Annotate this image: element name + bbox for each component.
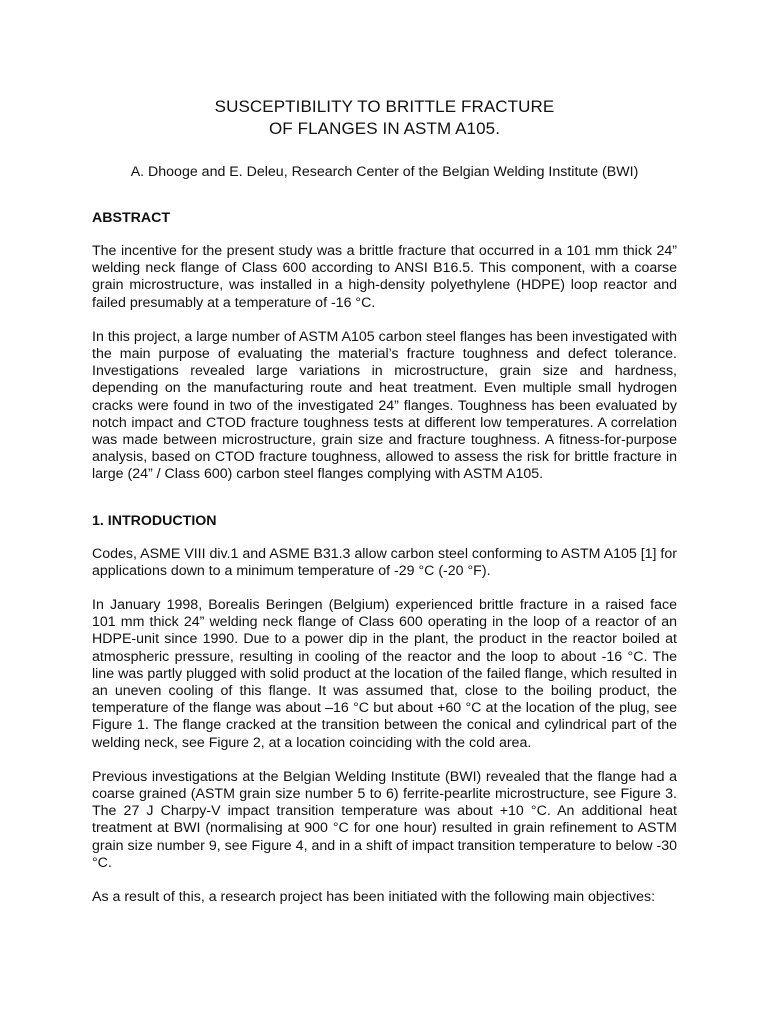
author-line: A. Dhooge and E. Deleu, Research Center of the Belgian Welding Institute (BWI) [130, 164, 639, 180]
introduction-heading: 1. INTRODUCTION [92, 512, 217, 529]
introduction-paragraph: Previous investigations at the Belgian Welding Institute (BWI) revealed that the flange had a coarse grained (ASTM grain size number 5 to 6) ferrite-pearlite microstructure, see Figure 3. The 27 J Charpy-V impact transition temperature was about +10 °C. An additional heat treatment at BWI (normalising at 900 °C for one hour) resulted in grain refinement to ASTM grain size number 9, see Figure 4, and in a shift of impact transition temperature to below -30 °C. [92, 768, 677, 871]
paper-title [92, 96, 677, 140]
abstract-heading: ABSTRACT [92, 210, 171, 226]
abstract-paragraph: In this project, a large number of ASTM A105 carbon steel flanges has been investigated with the main purpose of evaluating the material’s fracture toughness and defect tolerance. Investigations revealed large variations in microstructure, grain size and hardness, depending on the manufacturing route and heat treatment. Even multiple small hydrogen cracks were found in two of the investigated 24” flanges. Toughness has been evaluated by notch impact and CTOD fracture toughness tests at different low temperatures. A correlation was made between microstructure, grain size and fracture toughness. A fitness-for-purpose analysis, based on CTOD fracture toughness, allowed to assess the risk for brittle fracture in large (24” / Class 600) carbon steel flanges complying with ASTM A105. [92, 328, 677, 483]
title-line-2: OF FLANGES IN ASTM A105. [268, 119, 501, 138]
introduction-paragraph: As a result of this, a research project has been initiated with the following main objectives: [92, 889, 656, 906]
abstract-paragraph: The incentive for the present study was a brittle fracture that occurred in a 101 mm thick 24” welding neck flange of Class 600 according to ANSI B16.5. This component, with a coarse grain microstructure, was installed in a high-density polyethylene (HDPE) loop reactor and failed presumably at a temperature of -16 °C. [92, 243, 677, 311]
title-line-1: SUSCEPTIBILITY TO BRITTLE FRACTURE [214, 97, 555, 116]
introduction-paragraph: In January 1998, Borealis Beringen (Belgium) experienced brittle fracture in a raised face 101 mm thick 24” welding neck flange of Class 600 operating in the loop of a reactor of an HDPE-unit since 1990. Due to a power dip in the plant, the product in the reactor boiled at atmospheric pressure, resulting in cooling of the reactor and the loop to about -16 °C. The line was partly plugged with solid product at the location of the failed flange, which resulted in an uneven cooling of this flange. It was assumed that, close to the boiling product, the temperature of the flange was about –16 °C but about +60 °C at the location of the plug, see Figure 1. The flange cracked at the transition between the conical and cylindrical part of the welding neck, see Figure 2, at a location coinciding with the cold area. [92, 597, 677, 751]
paper-page [92, 96, 677, 920]
introduction-paragraph: Codes, ASME VIII div.1 and ASME B31.3 allow carbon steel conforming to ASTM A105 [1] for applications down to a minimum temperature of -29 °C (-20 °F). [92, 545, 677, 579]
